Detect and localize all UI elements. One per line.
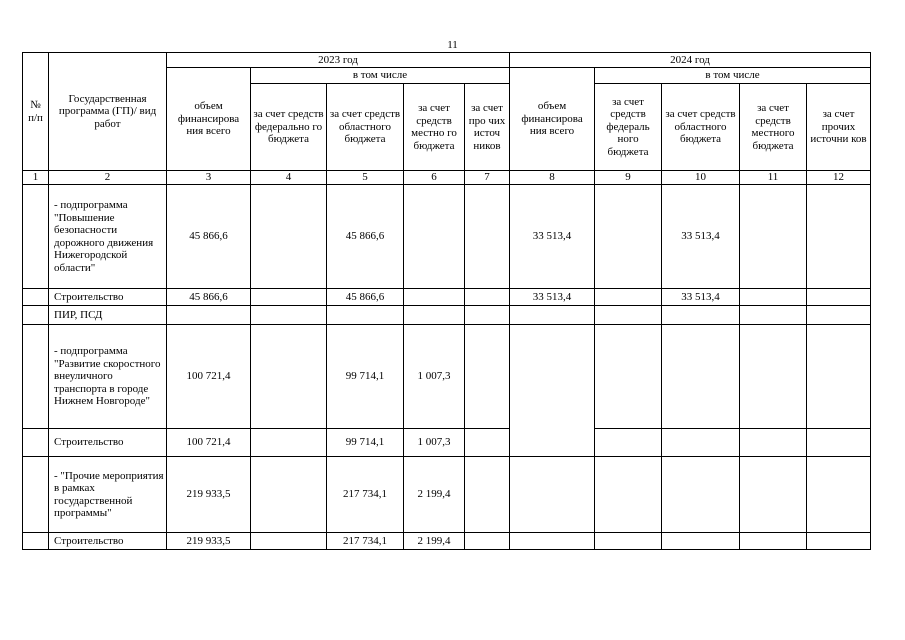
header-no: № п/п — [23, 53, 49, 171]
header-other-2024: за счет прочих источни ков — [807, 84, 871, 171]
cell-other-2024 — [807, 457, 871, 533]
cell-total-2023: 219 933,5 — [167, 457, 251, 533]
cell-regional-2024: 33 513,4 — [662, 289, 740, 306]
cell-local-2024 — [740, 306, 807, 325]
funding-table — [22, 52, 871, 550]
cell-local-2023: 1 007,3 — [404, 429, 465, 457]
row-name: ПИР, ПСД — [49, 306, 167, 325]
cell-regional-2023: 45 866,6 — [327, 185, 404, 289]
cell-other-2024 — [807, 325, 871, 429]
cell-local-2024 — [740, 533, 807, 550]
cell-federal-2023 — [251, 533, 327, 550]
header-total-2024: объем финансирова ния всего — [510, 68, 595, 171]
column-number: 8 — [510, 171, 595, 185]
row-name: - "Прочие мероприятия в рамках государственной программы" — [49, 457, 167, 533]
cell-local-2023 — [404, 306, 465, 325]
cell-total-2023: 45 866,6 — [167, 185, 251, 289]
table-row — [23, 185, 871, 289]
column-number: 9 — [595, 171, 662, 185]
cell-total-2023: 100 721,4 — [167, 429, 251, 457]
cell-local-2024 — [740, 325, 807, 429]
cell-other-2024 — [807, 289, 871, 306]
column-number: 12 — [807, 171, 871, 185]
cell-federal-2023 — [251, 457, 327, 533]
row-name: - подпрограмма "Повышение безопасности дорожного движения Нижегородской области" — [49, 185, 167, 289]
cell-federal-2024 — [595, 457, 662, 533]
cell-regional-2024 — [662, 429, 740, 457]
cell-local-2023: 2 199,4 — [404, 457, 465, 533]
column-number: 3 — [167, 171, 251, 185]
header-regional-2024: за счет средств областного бюджета — [662, 84, 740, 171]
column-number: 5 — [327, 171, 404, 185]
cell-other-2023 — [465, 457, 510, 533]
cell-total-2024: 33 513,4 — [510, 289, 595, 306]
cell-federal-2023 — [251, 289, 327, 306]
cell-other-2023 — [465, 289, 510, 306]
column-number: 2 — [49, 171, 167, 185]
column-number: 10 — [662, 171, 740, 185]
cell-regional-2024: 33 513,4 — [662, 185, 740, 289]
cell-federal-2023 — [251, 429, 327, 457]
header-year-2024: 2024 год — [510, 53, 871, 68]
table-row — [23, 325, 871, 429]
table-row — [23, 457, 871, 533]
column-number: 7 — [465, 171, 510, 185]
row-name: Строительство — [49, 289, 167, 306]
cell-local-2023: 2 199,4 — [404, 533, 465, 550]
header-year-2023: 2023 год — [167, 53, 510, 68]
cell-regional-2023: 217 734,1 — [327, 457, 404, 533]
header-including-2024: в том числе — [595, 68, 871, 84]
cell-total-2023: 45 866,6 — [167, 289, 251, 306]
cell-regional-2023: 217 734,1 — [327, 533, 404, 550]
cell-other-2023 — [465, 306, 510, 325]
page-number: 11 — [447, 39, 458, 51]
cell-total-2023: 100 721,4 — [167, 325, 251, 429]
cell-federal-2024 — [595, 185, 662, 289]
header-including-2023: в том числе — [251, 68, 510, 84]
table-row — [23, 289, 871, 306]
cell-regional-2024 — [662, 325, 740, 429]
cell-other-2023 — [465, 429, 510, 457]
cell-federal-2023 — [251, 185, 327, 289]
table-row — [23, 533, 871, 550]
cell-regional-2024 — [662, 457, 740, 533]
cell-total-2024: 33 513,4 — [510, 185, 595, 289]
cell-federal-2024 — [595, 429, 662, 457]
cell-total-2023 — [167, 306, 251, 325]
cell-local-2024 — [740, 457, 807, 533]
cell-federal-2024 — [595, 306, 662, 325]
cell-other-2024 — [807, 533, 871, 550]
cell-regional-2024 — [662, 533, 740, 550]
header-federal-2024: за счет средств федераль ного бюджета — [595, 84, 662, 171]
header-other-2023: за счет про чих источ ников — [465, 84, 510, 171]
header-local-2024: за счет средств местного бюджета — [740, 84, 807, 171]
table-row — [23, 429, 871, 457]
cell-federal-2024 — [595, 325, 662, 429]
column-number: 4 — [251, 171, 327, 185]
cell-total-2024 — [510, 325, 595, 457]
header-local-2023: за счет средств местно го бюджета — [404, 84, 465, 171]
cell-other-2023 — [465, 325, 510, 429]
column-numbers-row — [23, 171, 871, 185]
cell-local-2023 — [404, 185, 465, 289]
cell-other-2023 — [465, 185, 510, 289]
cell-federal-2023 — [251, 306, 327, 325]
header-program: Государственная программа (ГП)/ вид работ — [49, 53, 167, 171]
row-name: Строительство — [49, 533, 167, 550]
column-number: 11 — [740, 171, 807, 185]
cell-total-2023: 219 933,5 — [167, 533, 251, 550]
header-total-2023: объем финансирова ния всего — [167, 68, 251, 171]
cell-regional-2024 — [662, 306, 740, 325]
cell-total-2024 — [510, 457, 595, 533]
cell-other-2023 — [465, 533, 510, 550]
cell-local-2024 — [740, 289, 807, 306]
cell-regional-2023: 99 714,1 — [327, 429, 404, 457]
cell-regional-2023: 99 714,1 — [327, 325, 404, 429]
cell-total-2024 — [510, 306, 595, 325]
row-name: Строительство — [49, 429, 167, 457]
cell-federal-2024 — [595, 289, 662, 306]
cell-other-2024 — [807, 185, 871, 289]
column-number: 6 — [404, 171, 465, 185]
cell-other-2024 — [807, 429, 871, 457]
cell-other-2024 — [807, 306, 871, 325]
header-federal-2023: за счет средств федерально го бюджета — [251, 84, 327, 171]
cell-total-2024 — [510, 533, 595, 550]
column-number: 1 — [23, 171, 49, 185]
cell-federal-2023 — [251, 325, 327, 429]
table-row — [23, 306, 871, 325]
cell-local-2024 — [740, 429, 807, 457]
cell-federal-2024 — [595, 533, 662, 550]
row-name: - подпрограмма "Развитие скоростного внеуличного транспорта в городе Нижнем Новгороде" — [49, 325, 167, 429]
cell-local-2024 — [740, 185, 807, 289]
cell-regional-2023: 45 866,6 — [327, 289, 404, 306]
header-regional-2023: за счет средств областного бюджета — [327, 84, 404, 171]
cell-regional-2023 — [327, 306, 404, 325]
cell-local-2023: 1 007,3 — [404, 325, 465, 429]
cell-local-2023 — [404, 289, 465, 306]
